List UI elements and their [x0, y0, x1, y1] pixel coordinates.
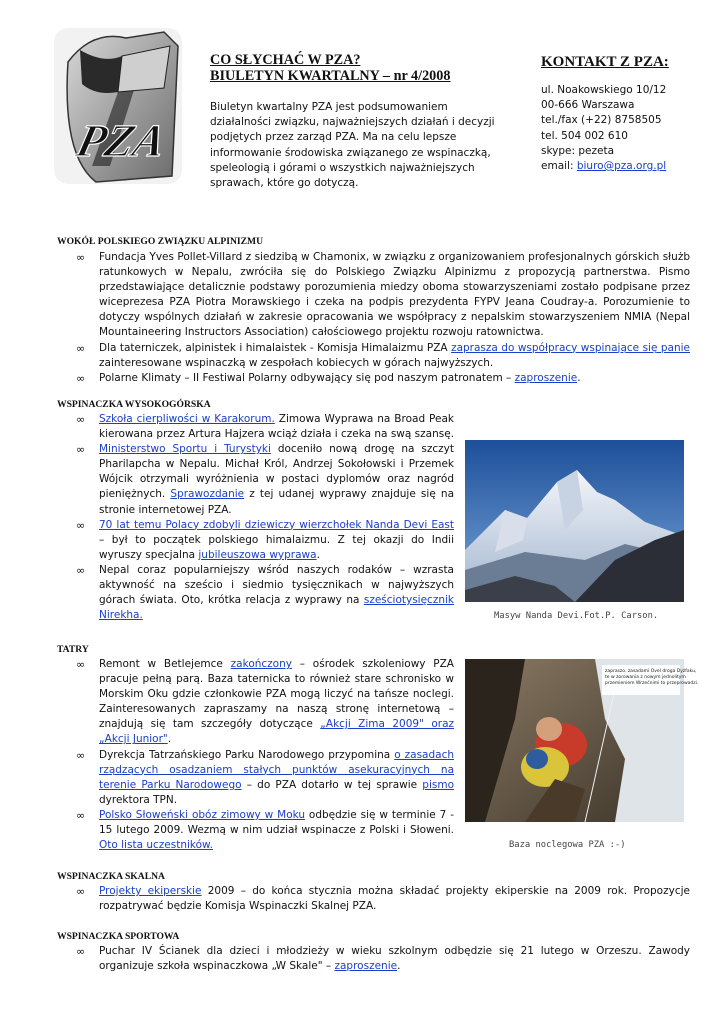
link-lista-uczestnikow[interactable]: Oto lista uczestników. [99, 839, 213, 852]
list-item: ∞ Nepal coraz popularniejszy wśród naszych rodaków – wzrasta aktywność na sześcio i siedmio tysięcznikach w najwyższych górach świata. Oto, krótka relacja z wyprawy na sześciotysięcznik Nirekha. [76, 563, 454, 622]
list-item: ∞ Ministerstwo Sportu i Turystyki doceniło nową drogę na szczyt Pharilapcha w Nepalu. Michał Król, Andrzej Sokołowski i Przemek Wójcik otrzymali wyróżnienia w postaci dyplomów oraz nagród pieniężnych. Sprawozdanie z tej udanej wyprawy znajduje się na stronie internetowej PZA. [76, 443, 455, 516]
contact-skype: skype: pezeta [541, 144, 615, 157]
list-item: ∞ Puchar IV Ścianek dla dzieci i młodzieży w wieku szkolnym odbędzie się 21 lutego w Orzeszu. Zawody organizuje szkoła wspinaczkowa „W Skale" – zaproszenie. [76, 945, 690, 973]
list-item: ∞ Szkoła cierpliwości w Karakorum. Zimowa Wyprawa na Broad Peak kierowana przez Artura Hajzera wciąż działa i czeka na swą szansę. [76, 413, 454, 441]
section-title-wysokogorska: WSPINACZKA WYSOKOGÓRSKA [57, 399, 211, 410]
link-sprawozdanie[interactable]: Sprawozdanie [170, 488, 245, 501]
contact-city: 00-666 Warszawa [541, 99, 635, 112]
link-zaproszenie-sportowa[interactable]: zaproszenie [334, 960, 398, 973]
link-karakorum[interactable]: Szkoła cierpliwości w Karakorum. [99, 413, 275, 425]
list-item: ∞ Remont w Betlejemce zakończony – ośrodek szkoleniowy PZA pracuje pełną parą. Baza taternicka to również stare schronisko w Morskim Oku gdzie członkowie PZA mogą liczyć na tańsze noclegi. Zainteresowanych zapraszamy na naszą stronę internetową – znajdują się tam szczegóły dotyczące „Akcji Zima 2009" oraz „Akcji Junior". [76, 658, 455, 746]
list-item: ∞ Dyrekcja Tatrzańskiego Parku Narodowego przypomina o zasadach rządzących osadzaniem stałych punktów asekuracyjnych na terenie Parku Narodowego – do PZA dotarło w tej sprawie pismo dyrektora TPN. [76, 748, 455, 806]
list-item: ∞ Polarne Klimaty – II Festiwal Polarny odbywający się pod naszym patronatem – zaproszenie. [76, 371, 581, 385]
link-projekty-ekiperskie[interactable]: Projekty ekiperskie [99, 885, 202, 897]
photo-caption-baza: Baza noclegowa PZA :-) [509, 840, 626, 850]
infinity-bullet-icon: ∞ [76, 341, 86, 355]
bulletin-title-line2: BIULETYN KWARTALNY – nr 4/2008 [210, 68, 451, 84]
infinity-bullet-icon: ∞ [76, 563, 86, 577]
section-title-sportowa: WSPINACZKA SPORTOWA [57, 931, 180, 942]
link-jubileuszowa[interactable]: jubileuszowa wyprawa [198, 548, 317, 561]
contact-email-link[interactable]: biuro@pza.org.pl [576, 160, 667, 173]
list-skalna [76, 884, 690, 914]
link-zakonczony[interactable]: zakończony [230, 658, 292, 670]
bulletin-title-line1: CO SŁYCHAĆ W PZA? [210, 52, 361, 68]
link-zaprasza[interactable]: zaprasza do współpracy wspinające się panie [451, 341, 691, 354]
section-title-tatry: TATRY [57, 644, 89, 655]
link-pismo[interactable]: pismo [422, 778, 455, 791]
infinity-bullet-icon: ∞ [76, 251, 86, 264]
link-nirekha[interactable]: sześciotysięcznik Nirekha. [99, 594, 454, 622]
infinity-bullet-icon: ∞ [76, 808, 86, 822]
photo-caption-nanda-devi: Masyw Nanda Devi.Fot.P. Carson. [494, 611, 659, 621]
section-title-skalna: WSPINACZKA SKALNA [57, 871, 165, 882]
link-ministerstwo[interactable]: Ministerstwo Sportu i Turystyki [99, 443, 271, 456]
photo-note: zapraszo. zasadami Ovel droga Dyżfaku, te w zorowania z nowym jednolitym przemieniem Wrzećnimi to przeprowadzi. [605, 669, 699, 686]
section-title-wokol: WOKÓŁ POLSKIEGO ZWIĄZKU ALPINIZMU [57, 236, 264, 247]
contact-title: KONTAKT Z PZA: [541, 54, 669, 70]
list-item: ∞ Polsko Słoweński obóz zimowy w Moku odbędzie się w terminie 7 - 15 lutego 2009. Wezmą w nim udział wspinacze z Polski i Słoweni. Oto lista uczestników. [76, 808, 454, 852]
link-zasady[interactable]: o zasadach rządzących osadzaniem stałych punktów asekuracyjnych na terenie Parku Narodowego [99, 748, 455, 791]
bulletin-title [210, 52, 450, 84]
list-item: ∞ Projekty ekiperskie 2009 – do końca stycznia można składać projekty ekiperskie na 2009 rok. Propozycje rozpatrywać będzie Komisja Wspinaczki Skalnej PZA. [76, 885, 690, 913]
infinity-bullet-icon: ∞ [76, 658, 86, 671]
list-item: ∞ Fundacja Yves Pollet-Villard z siedzibą w Chamonix, w związku z organizowaniem profesjonalnych górskich służb ratunkowych w Nepalu, zwróciła się do Polskiego Związku Alpinizmu z propozycją partnerstwa. Pismo przedstawiające detalicznie podstawy porozumienia miedzy oboma stowarzyszeniami zostało podpisane przez wiceprezesa PZA Piotra Morawskiego i czeka na podpis prezydenta FYPV Jeana Coudray-a. Porozumienie to dotyczy wspólnych działań w zakresie opracowania we współpracy z nepalskim stowarzyszeniem NMIA (Nepal Mountaineering Instructors Association) całościowego projektu rozwoju ratownictwa. [76, 251, 690, 339]
infinity-bullet-icon: ∞ [76, 443, 86, 457]
list-wokol [76, 250, 690, 386]
infinity-bullet-icon: ∞ [76, 371, 86, 385]
list-item: ∞ Dla taterniczek, alpinistek i himalaistek - Komisja Himalaizmu PZA zaprasza do współpracy wspinające się panie zainteresowane wspinaczką w zespołach kobiecych w górach najwyższych. [76, 341, 691, 369]
contact-address: ul. Noakowskiego 10/12 [541, 84, 667, 96]
mountain-photo [465, 440, 684, 602]
contact-tel: tel. 504 002 610 [541, 129, 628, 142]
infinity-bullet-icon: ∞ [76, 885, 86, 898]
link-akcje[interactable]: „Akcji Zima 2009" oraz „Akcji Junior" [99, 718, 455, 746]
list-wysokogorska [76, 412, 454, 623]
link-nanda-devi[interactable]: 70 lat temu Polacy zdobyli dziewiczy wierzchołek Nanda Devi East [99, 518, 454, 531]
climbers-photo [465, 659, 699, 822]
photo-nanda-devi [465, 440, 684, 602]
contact-email-row: email: biuro@pza.org.pl [541, 160, 667, 173]
infinity-bullet-icon: ∞ [76, 518, 86, 532]
contact-telfax: tel./fax (+22) 8758505 [541, 114, 662, 127]
svg-text:PZA: PZA [71, 115, 172, 167]
infinity-bullet-icon: ∞ [76, 945, 86, 958]
bulletin-intro: Biuletyn kwartalny PZA jest podsumowaniem działalności związku, najważniejszych działań i decyzji podjętych przez zarząd PZA. Ma na celu lepsze informowanie środowiska związanego ze wspinaczką, speleologią i górami o wszystkich najważniejszych sprawach, które go dotyczą. [210, 101, 495, 190]
contact-block [541, 83, 666, 174]
pza-logo [52, 26, 184, 186]
photo-climbers [465, 659, 699, 822]
link-oboz-moko[interactable]: Polsko Słoweński obóz zimowy w Moku [99, 808, 306, 821]
infinity-bullet-icon: ∞ [76, 748, 86, 762]
link-zaproszenie-polarne[interactable]: zaproszenie [514, 371, 578, 384]
list-item: ∞ 70 lat temu Polacy zdobyli dziewiczy wierzchołek Nanda Devi East – był to początek polskiego himalaizmu. Z tej okazji do Indii wyruszy specjalna jubileuszowa wyprawa. [76, 518, 454, 561]
list-sportowa [76, 944, 690, 974]
infinity-bullet-icon: ∞ [76, 413, 86, 426]
list-tatry [76, 657, 454, 853]
